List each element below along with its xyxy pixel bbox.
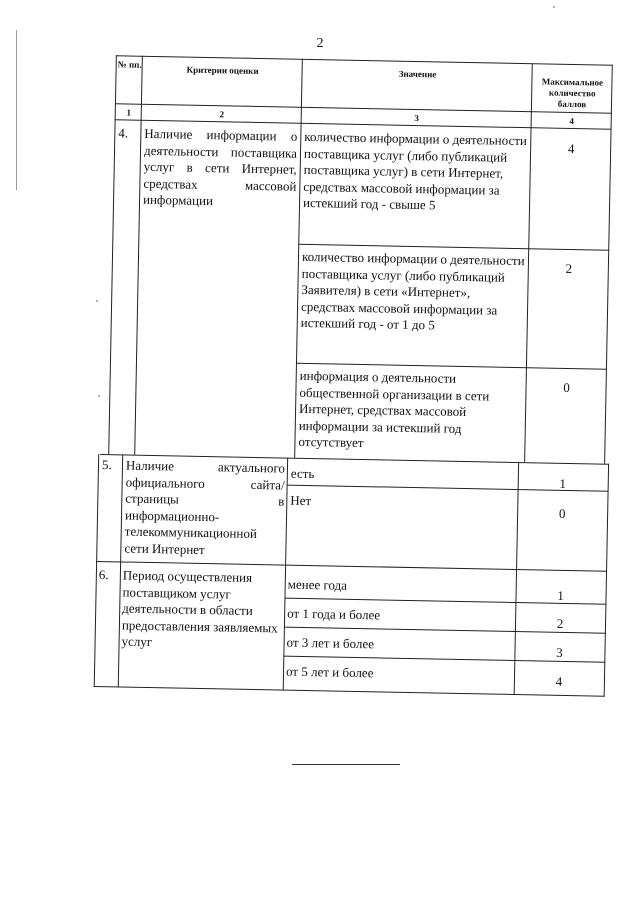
option-value: количество информации о деятельности поставщика услуг (либо публикаций Заявителя) в сети «Интернет», средствах массовой информации за истекший год - от 1 до 5 xyxy=(300,248,525,333)
option-value: от 3 лет и более xyxy=(286,634,375,652)
option-score: 0 xyxy=(563,379,570,396)
row-number: 4. xyxy=(118,125,129,141)
row-number: 6. xyxy=(98,567,109,583)
option-score: 2 xyxy=(565,260,573,277)
column-number: 3 xyxy=(414,112,420,124)
column-number: 1 xyxy=(126,107,132,118)
page-number: 2 xyxy=(316,36,324,51)
option-score: 1 xyxy=(557,587,564,603)
option-score: 1 xyxy=(559,475,567,491)
option-value: информация о деятельности общественной организации в сети Интернет, средствах массовой информации за истекший год отсутствует xyxy=(298,367,490,451)
column-number: 4 xyxy=(569,115,575,127)
option-score: 3 xyxy=(556,644,563,660)
option-score: 0 xyxy=(558,505,566,521)
criteria-text: Период осуществления поставщиком услуг деятельности в области предоставления заявляемых услуг xyxy=(121,567,278,650)
header-value: Значение xyxy=(398,68,437,80)
footer-divider xyxy=(292,764,400,765)
header-max-score: Максимальное количество баллов xyxy=(541,76,604,110)
option-value: от 1 года и более xyxy=(287,605,381,623)
option-value: количество информации о деятельности поставщика услуг (либо публикаций поставщика услуг) в сети Интернет, средствах массовой информации за истекший год - свыше 5 xyxy=(302,128,528,213)
criteria-text: Наличие информации о деятельности поставщика услуг в сети Интернет, средствах массовой информации xyxy=(142,125,298,209)
option-value: менее года xyxy=(287,576,348,593)
option-score: 2 xyxy=(556,615,564,631)
option-value: от 5 лет и более xyxy=(285,663,374,681)
row-number: 5. xyxy=(101,457,112,473)
option-score: 4 xyxy=(555,673,563,689)
criteria-text: Наличие актуального официального сайта/страницы в информационно-телекоммуникационной сети Интернет xyxy=(124,457,286,557)
header-criteria: Критерии оценки xyxy=(186,64,259,76)
table-border-left xyxy=(108,55,117,454)
column-number: 2 xyxy=(219,109,225,120)
header-num: № пп. xyxy=(117,59,142,70)
option-value: есть xyxy=(290,465,315,482)
option-score: 4 xyxy=(567,140,575,157)
option-value: Нет xyxy=(290,492,312,509)
